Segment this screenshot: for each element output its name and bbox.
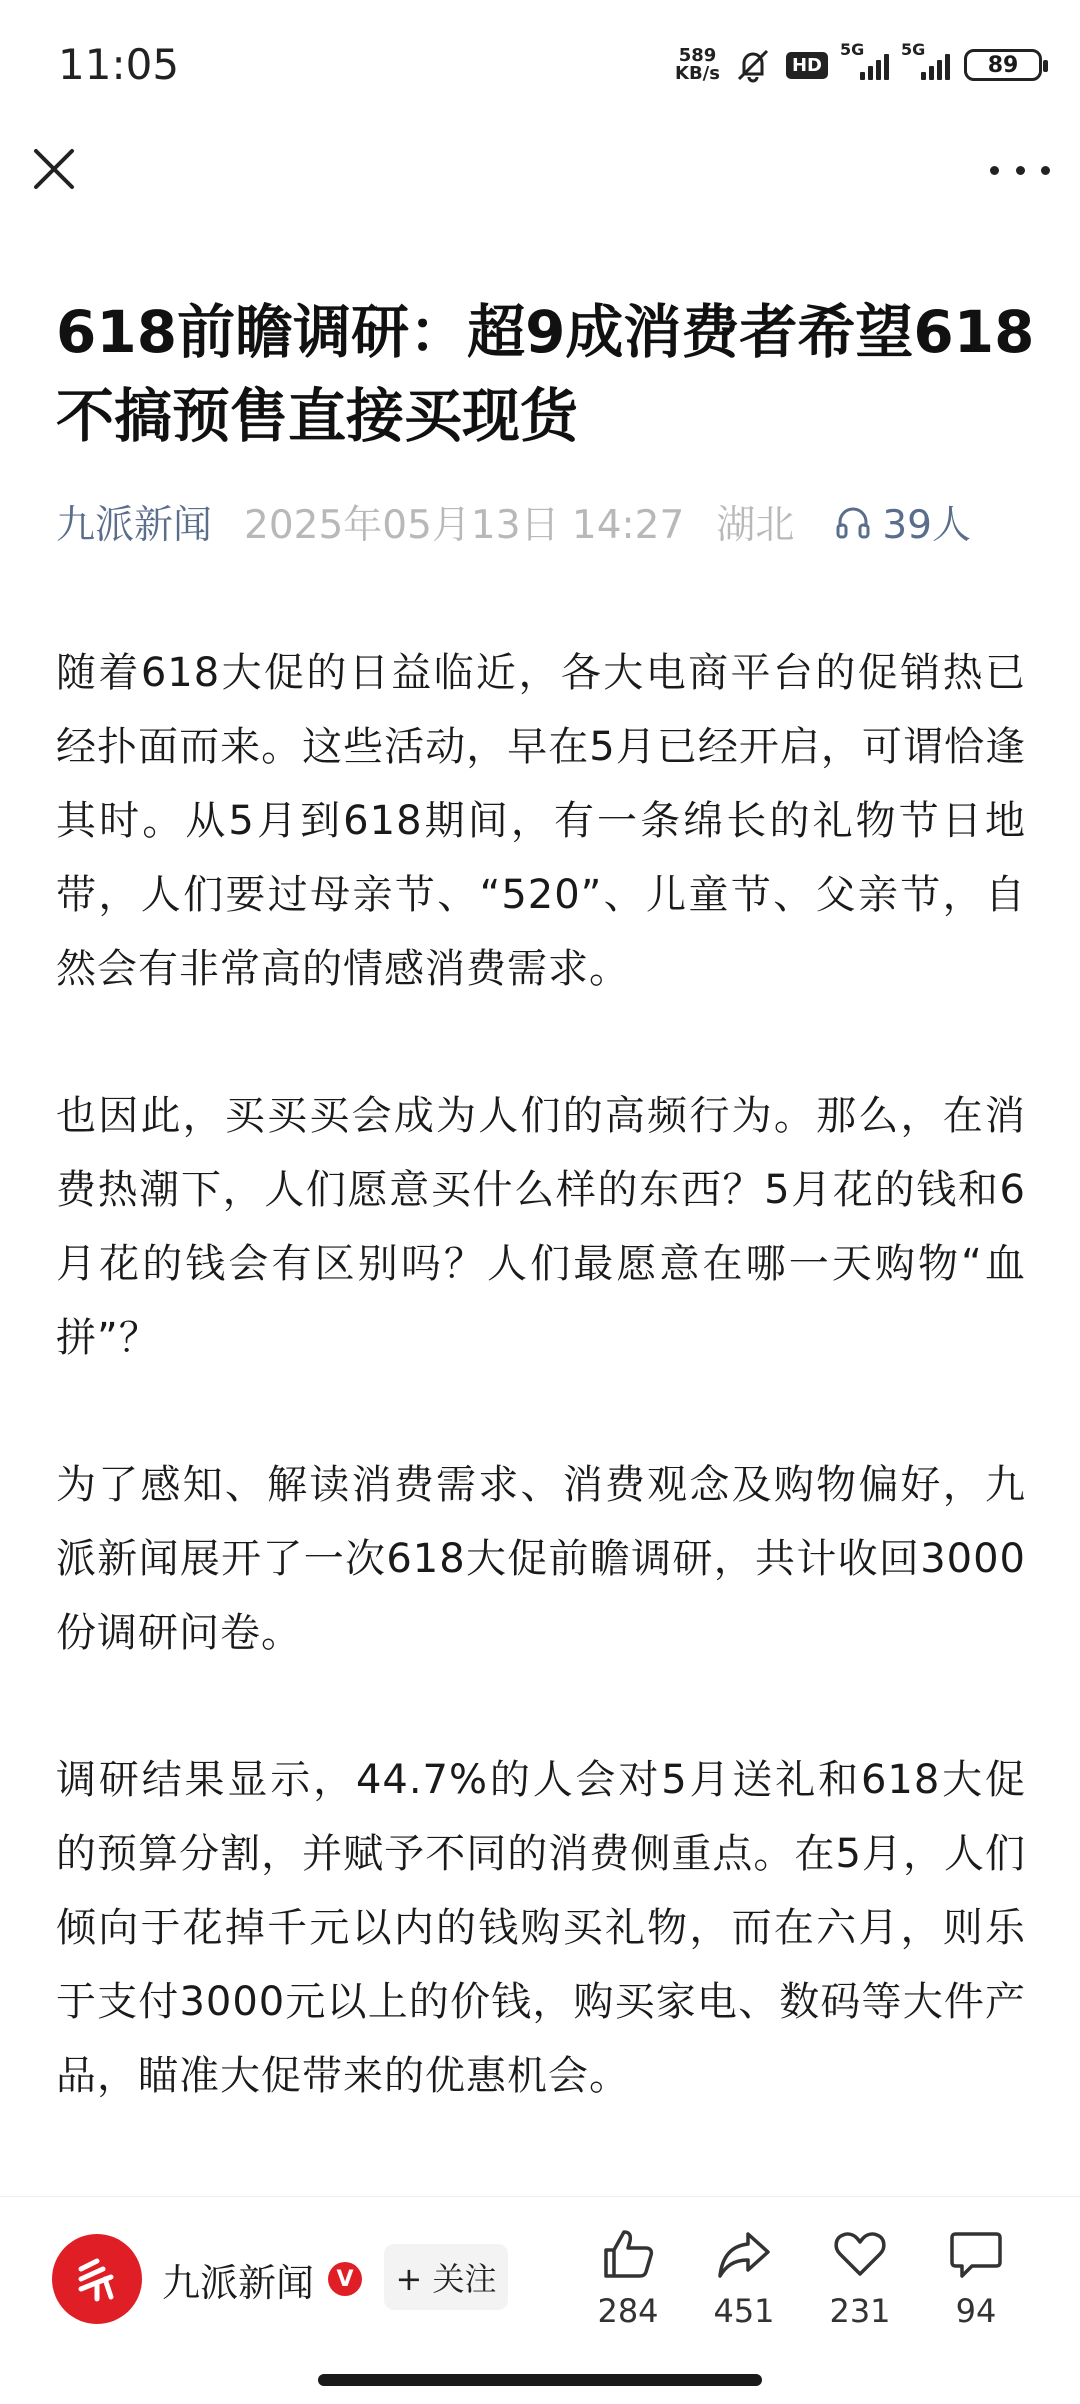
home-indicator[interactable] — [318, 2374, 762, 2386]
listen-button[interactable] — [834, 494, 971, 550]
favorite-count: 231 — [829, 2292, 891, 2330]
listener-count: 39人 — [882, 503, 971, 548]
comment-icon — [948, 2226, 1004, 2282]
paragraph-4: 调研结果显示，44.7%的人会对5月送礼和618大促的预算分割，并赋予不同的消费侧重点。在5月，人们倾向于花掉千元以内的钱购买礼物，而在六月，则乐于支付3000元以上的价钱，购买家电、数码等大件产品，瞄准大促带来的优惠机会。 — [56, 1757, 1026, 2099]
publish-date: 2025年05月13日 14:27 — [244, 503, 685, 548]
signal-icon-1 — [840, 40, 889, 80]
net-speed-unit: KB/s — [675, 63, 720, 84]
thumb-up-icon — [600, 2226, 656, 2282]
heart-icon — [832, 2226, 888, 2282]
sim2-label: 5G — [901, 40, 926, 59]
brand-logo-icon — [67, 2249, 127, 2309]
mute-bell-icon — [734, 46, 772, 84]
signal-icon-2 — [901, 40, 950, 80]
article-meta — [56, 494, 971, 550]
share-count: 451 — [713, 2292, 775, 2330]
like-count: 284 — [597, 2292, 659, 2330]
follow-button[interactable]: + 关注 — [384, 2244, 508, 2310]
more-icon — [990, 166, 999, 175]
more-button[interactable] — [990, 150, 1050, 190]
paragraph-2: 也因此，买买买会成为人们的高频行为。那么，在消费热潮下，人们愿意买什么样的东西？5月花的钱和6月花的钱会有区别吗？人们最愿意在哪一天购物“血拼”？ — [56, 1093, 1026, 1361]
share-icon — [716, 2226, 772, 2282]
favorite-button[interactable] — [810, 2226, 910, 2330]
verified-badge: V — [328, 2262, 362, 2296]
net-speed-value: 589 — [678, 45, 717, 66]
headphones-icon — [834, 503, 872, 541]
sim1-label: 5G — [840, 40, 865, 59]
close-icon — [30, 145, 78, 193]
article-title: 618前瞻调研：超9成消费者希望618不搞预售直接买现货 — [56, 298, 1035, 450]
like-button[interactable] — [578, 2226, 678, 2330]
hd-badge: HD — [786, 52, 828, 79]
share-button[interactable] — [694, 2226, 794, 2330]
author-name[interactable]: 九派新闻 — [162, 2261, 315, 2305]
comment-button[interactable] — [926, 2226, 1026, 2330]
author-avatar[interactable] — [52, 2234, 142, 2324]
battery-icon: 89 — [964, 49, 1042, 81]
close-button[interactable] — [30, 145, 78, 193]
status-time: 11:05 — [58, 40, 180, 89]
paragraph-1: 随着618大促的日益临近，各大电商平台的促销热已经扑面而来。这些活动，早在5月已经开启，可谓恰逢其时。从5月到618期间，有一条绵长的礼物节日地带，人们要过母亲节、“520”、儿童节、父亲节，自然会有非常高的情感消费需求。 — [56, 650, 1026, 992]
region-label: 湖北 — [716, 503, 795, 548]
comment-count: 94 — [955, 2292, 997, 2330]
status-icons — [675, 40, 1042, 90]
article-body — [56, 636, 1026, 2186]
source-link[interactable]: 九派新闻 — [56, 503, 213, 548]
net-speed — [675, 47, 720, 83]
paragraph-3: 为了感知、解读消费需求、消费观念及购物偏好，九派新闻展开了一次618大促前瞻调研，共计收回3000份调研问卷。 — [56, 1462, 1026, 1656]
